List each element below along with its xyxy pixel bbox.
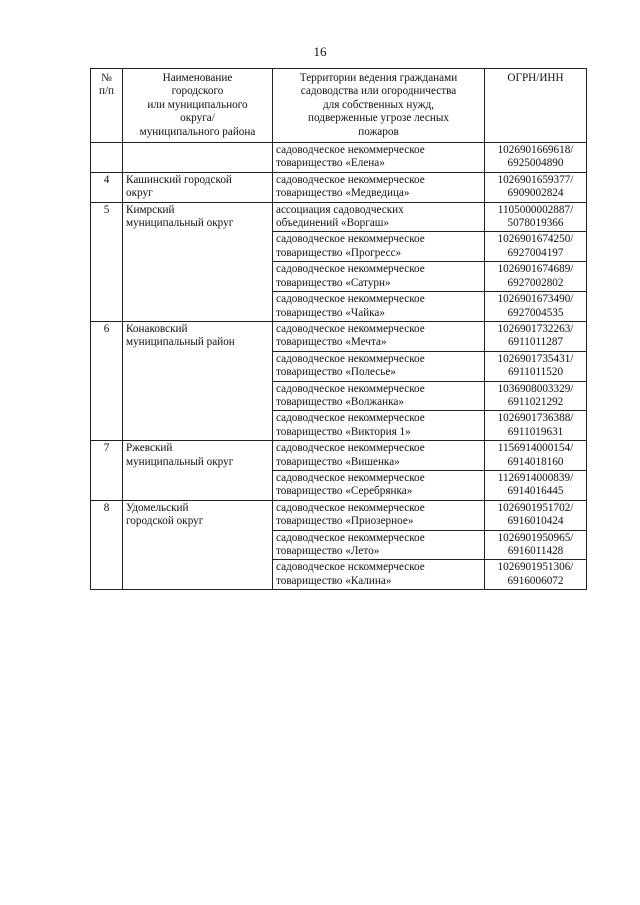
text-line: ассоциация садоводческих <box>276 203 404 216</box>
text-line: 6909002824 <box>507 187 564 200</box>
text-line: 6925004890 <box>507 157 564 170</box>
text-line: товарищество «Прогресс» <box>276 246 402 259</box>
text-line: садоводческое некоммерческое <box>276 471 425 484</box>
text-line: 6911021292 <box>507 395 564 408</box>
row-number-cell <box>91 143 123 173</box>
district-name-cell <box>123 172 273 202</box>
text-line: 6911019631 <box>507 425 564 438</box>
row-number-cell: 7 <box>91 441 123 501</box>
text-line: садоводческое некоммерческое <box>276 293 425 306</box>
text-line: 6911011287 <box>507 336 564 349</box>
text-line: 1105000002887/ <box>497 203 574 216</box>
text-line: 6916011428 <box>507 545 564 557</box>
text-line: муниципальный округ <box>126 217 234 230</box>
text-line: садоводческое нскоммерческое <box>276 561 425 574</box>
text-line: 6914018160 <box>507 455 564 468</box>
text-line: муниципального района <box>139 125 256 138</box>
text-line: товарищество «Волжанка» <box>276 395 404 408</box>
district-name-cell <box>123 500 273 589</box>
text-line: товарищество «Вишенка» <box>276 455 400 468</box>
table-row <box>91 172 587 202</box>
text-line: муниципальный округ <box>126 455 234 468</box>
text-line: 5078019366 <box>507 217 564 230</box>
header-num <box>91 69 123 143</box>
text-line: садоводческое некоммерческое <box>276 322 425 335</box>
table-row <box>91 143 587 173</box>
text-line: садоводства или огородничества <box>300 85 457 98</box>
ogrn-inn-cell <box>485 232 587 262</box>
text-line: Конаковский <box>126 322 188 335</box>
text-line: муниципальный район <box>126 336 235 349</box>
text-line: садоводческое некоммерческое <box>276 531 425 544</box>
table-row <box>91 202 587 232</box>
text-line: 1026901950965/ <box>497 531 574 544</box>
header-territory <box>273 69 485 143</box>
territory-cell <box>273 292 485 322</box>
table-row <box>91 500 587 530</box>
text-line: объединений «Воргаш» <box>276 217 390 230</box>
text-line: садоводческое некоммерческое <box>276 382 425 395</box>
table-row <box>91 441 587 471</box>
text-line: садоводческое некоммерческое <box>276 233 425 246</box>
territory-cell <box>273 143 485 173</box>
text-line: № <box>101 72 112 84</box>
ogrn-inn-cell <box>485 321 587 351</box>
ogrn-inn-cell <box>485 292 587 322</box>
text-line: 6927004535 <box>507 306 564 319</box>
text-line: Наименование <box>162 72 233 84</box>
territory-cell <box>273 470 485 500</box>
text-line: Территории ведения гражданами <box>299 72 458 84</box>
district-name-cell <box>123 441 273 501</box>
text-line: 6911011520 <box>507 366 564 379</box>
text-line: городской округ <box>126 515 204 528</box>
text-line: 1036908003329/ <box>497 382 574 395</box>
text-line: округа/ <box>180 112 215 125</box>
text-line: городского <box>171 85 224 98</box>
text-line: товарищество «Полесье» <box>276 366 396 379</box>
district-name-cell <box>123 143 273 173</box>
ogrn-inn-cell <box>485 262 587 292</box>
territory-cell <box>273 232 485 262</box>
ogrn-inn-cell <box>485 500 587 530</box>
text-line: подверженные угрозе лесных <box>308 112 449 125</box>
row-number-cell: 4 <box>91 172 123 202</box>
territory-cell <box>273 262 485 292</box>
text-line: садоводческое некоммерческое <box>276 263 425 276</box>
ogrn-inn-cell <box>485 202 587 232</box>
territory-cell <box>273 202 485 232</box>
text-line: садоводческое некоммерческое <box>276 412 425 425</box>
territory-cell <box>273 381 485 411</box>
territory-cell <box>273 441 485 471</box>
text-line: садоводческое некоммерческое <box>276 173 425 186</box>
territory-cell <box>273 500 485 530</box>
text-line: 1126914000839/ <box>497 471 574 484</box>
text-line: 1026901735431/ <box>497 352 574 365</box>
table-body <box>91 143 587 590</box>
text-line: 1026901669618/ <box>497 144 574 157</box>
territories-table <box>90 68 587 590</box>
text-line: товарищество «Виктория 1» <box>276 425 411 438</box>
text-line: 1156914000154/ <box>497 442 574 455</box>
text-line: 1026901951702/ <box>497 501 574 514</box>
text-line: ОГРН/ИНН <box>507 72 564 84</box>
text-line: 6914016445 <box>507 485 564 498</box>
ogrn-inn-cell <box>485 351 587 381</box>
text-line: садоводческое некоммерческое <box>276 352 425 365</box>
text-line: товарищество «Чайка» <box>276 306 385 319</box>
text-line: 1026901732263/ <box>497 322 574 335</box>
ogrn-inn-cell <box>485 441 587 471</box>
ogrn-inn-cell <box>485 381 587 411</box>
territory-cell <box>273 172 485 202</box>
text-line: 6927002802 <box>507 276 564 289</box>
ogrn-inn-cell <box>485 470 587 500</box>
text-line: товарищество «Приозерное» <box>276 515 414 528</box>
text-line: 1026901736388/ <box>497 412 574 425</box>
ogrn-inn-cell <box>485 560 587 590</box>
text-line: 1026901659377/ <box>497 173 574 186</box>
text-line: товарищество «Лето» <box>276 545 380 557</box>
district-name-cell <box>123 321 273 440</box>
table-row <box>91 321 587 351</box>
row-number-cell: 8 <box>91 500 123 589</box>
text-line: Ржевский <box>126 442 173 455</box>
header-ogrn <box>485 69 587 143</box>
territory-cell <box>273 351 485 381</box>
text-line: Кимрский <box>126 203 175 216</box>
text-line: округ <box>126 187 153 200</box>
text-line: 6916006072 <box>507 574 564 587</box>
page-number: 16 <box>313 44 327 59</box>
ogrn-inn-cell <box>485 411 587 441</box>
text-line: товарищество «Медведица» <box>276 187 410 200</box>
text-line: садоводческое некоммерческое <box>276 501 425 514</box>
text-line: 6916010424 <box>507 515 564 528</box>
text-line: товарищество «Мечта» <box>276 336 387 349</box>
text-line: 1026901673490/ <box>497 293 574 306</box>
district-name-cell <box>123 202 273 321</box>
text-line: или муниципального <box>147 98 248 111</box>
table-header-row <box>91 69 587 143</box>
territory-cell <box>273 530 485 560</box>
text-line: для собственных нужд, <box>322 98 435 111</box>
text-line: 1026901674689/ <box>497 263 574 276</box>
text-line: п/п <box>98 85 115 98</box>
row-number-cell: 6 <box>91 321 123 440</box>
text-line: 1026901951306/ <box>497 561 574 574</box>
text-line: 6927004197 <box>507 246 564 259</box>
ogrn-inn-cell <box>485 143 587 173</box>
text-line: товарищество «Серебрянка» <box>276 485 413 498</box>
text-line: садоводческое некоммерческое <box>276 442 425 455</box>
text-line: Удомельский <box>126 501 189 514</box>
territory-cell <box>273 321 485 351</box>
text-line: товарищество «Елена» <box>276 157 385 170</box>
text-line: 1026901674250/ <box>497 233 574 246</box>
text-line: товарищество «Калина» <box>276 574 392 587</box>
text-line: пожаров <box>358 125 399 138</box>
text-line: Кашинский городской <box>126 173 232 186</box>
text-line: товарищество «Сатурн» <box>276 276 391 289</box>
ogrn-inn-cell <box>485 172 587 202</box>
header-name <box>123 69 273 143</box>
row-number-cell: 5 <box>91 202 123 321</box>
territory-cell <box>273 560 485 590</box>
text-line: садоводческое некоммерческое <box>276 144 425 157</box>
ogrn-inn-cell <box>485 530 587 560</box>
territory-cell <box>273 411 485 441</box>
